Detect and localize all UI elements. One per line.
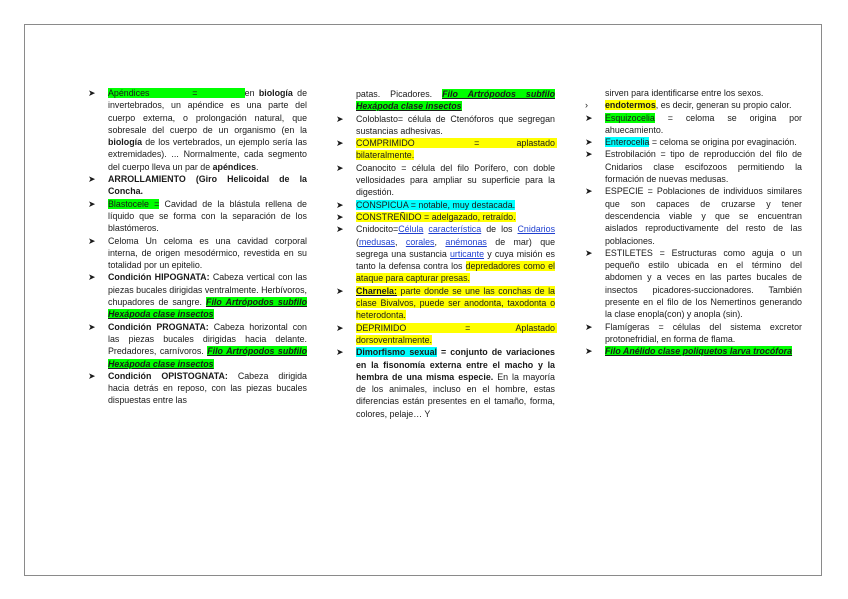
entry-constrenido: ➤ CONSTREÑIDO = adelgazado, retraído.: [336, 211, 516, 222]
column-2: [336, 88, 558, 420]
term-blastocele: Blastocele =: [108, 198, 160, 209]
arrow-bullet-icon: ➤: [336, 347, 344, 358]
arrow-bullet-icon: ➤: [88, 198, 96, 209]
document-page: [24, 24, 822, 576]
arrow-bullet-icon: ➤: [585, 112, 593, 123]
entry-enterocelia: ➤ Enterocelia = celoma se origina por evaginación.: [585, 137, 797, 148]
entry-charnela: ➤ Charnela: parte donde se une las conchas de la clase Bivalvos, puede ser anodonta, taxodonta o heterodonta.: [336, 285, 555, 321]
entry-conspicua: ➤ CONSPICUA = notable, muy destacada.: [336, 199, 516, 210]
tag-insectos: Filo Artrópodos subfilo Hexápoda clase insectos: [356, 89, 555, 112]
entry-coanocito: ➤ Coanocito = célula del filo Porífero, con doble vellosidades para ampliar su superficie para la digestión.: [336, 162, 555, 198]
link-anemonas[interactable]: anémonas: [445, 236, 487, 247]
arrow-bullet-icon: ➤: [336, 113, 344, 124]
entry-especie: ➤ ESPECIE = Poblaciones de individuos similares que son capaces de cruzarse y tener descendencia viable y que se encuentran aislados reproductivamente del resto de las poblaciones.: [585, 186, 802, 246]
arrow-bullet-icon: ➤: [88, 174, 96, 185]
entry-opistognata: ➤ Condición OPISTOGNATA: Cabeza dirigida hacia detrás en reposo, con las piezas bucales dispuestas entre las: [88, 370, 307, 406]
entry-comprimido: ➤ COMPRIMIDO = aplastado bilateralmente.: [336, 138, 558, 161]
link-celula[interactable]: Célula: [398, 224, 424, 235]
tag-insectos: Filo Artrópodos subfilo Hexápoda clase insectos: [108, 297, 307, 320]
link-caracteristica[interactable]: característica: [428, 224, 482, 235]
arrow-bullet-icon: ➤: [336, 138, 344, 149]
column-1: [88, 87, 307, 407]
term-arrollamiento: ARROLLAMIENTO (Giro Helicoidal de la Concha.: [108, 174, 307, 197]
entry-deprimido: ➤ DEPRIMIDO = Aplastado dorsoventralmente.: [336, 322, 558, 345]
arrow-bullet-icon: ➤: [336, 162, 344, 173]
arrow-bullet-icon: ➤: [585, 137, 593, 148]
entry-prognata: ➤ Condición PROGNATA: Cabeza horizontal con las piezas bucales dirigidas hacia delante. Predadores, carnívoros. Filo Artrópodos subfilo Hexápoda clase insectos: [88, 321, 307, 369]
entry-endotermos: › endotermos, es decir, generan su propio calor.: [585, 100, 792, 111]
entry-coloblasto: ➤ Coloblasto= célula de Ctenóforos que segregan sustancias adhesivas.: [336, 113, 555, 136]
arrow-bullet-icon: ➤: [88, 370, 96, 381]
tag-anelido: Filo Anélido clase poliquetos larva trocófora: [605, 346, 793, 357]
entry-arrollamiento: [88, 173, 307, 198]
entry-estrobilacion: ➤ Estrobilación = tipo de reproducción del filo de Cnidarios clase escifozoos permitiendo la formación de nuevas medusas.: [585, 149, 802, 185]
entry-celoma: ➤ Celoma Un celoma es una cavidad corporal interna, de origen mesodérmico, revestida en su totalidad por un epitelio.: [88, 235, 307, 271]
entry-estiletes: ➤ ESTILETES = Estructuras como aguja o un pequeño estilo ubicada en el término del abdomen y a veces en las partes bucales de insectos picadores-succionadores. También presente en el filo de los Nemertinos generando la clase enopla(con) y anopla (sin).: [585, 247, 802, 320]
link-urticante[interactable]: urticante: [449, 248, 485, 259]
arrow-bullet-icon: ➤: [336, 224, 344, 235]
arrow-bullet-icon: ➤: [585, 186, 593, 197]
entry-cnidocito: ➤ Cnidocito=Célula característica de los Cnidarios (medusas, corales, anémonas de mar) que segrega una sustancia urticante y cuya misión es tanto la defensa contra los depredadores como el ataque para capturar presas.: [336, 224, 556, 284]
entry-continuation: patas. Picadores. Filo Artrópodos subfilo Hexápoda clase insectos: [356, 89, 555, 112]
link-corales[interactable]: corales: [405, 236, 435, 247]
arrow-bullet-icon: ➤: [336, 322, 344, 333]
arrow-bullet-icon: ➤: [336, 211, 344, 222]
entry-esquizocelia: ➤ Esquizocelia = celoma se origina por ahuecamiento.: [585, 112, 802, 135]
arrow-bullet-icon: ➤: [336, 285, 344, 296]
entry-apendices: ➤ Apéndices = en biología de invertebrados, un apéndice es una parte del cuerpo externa, o prolongación natural, que sobresale del cuerpo de un organismo (en la biología de los vertebrados, un ejemplo sería las extremidades). ... Normalmente, cada segmento del cuerpo lleva un par de apéndices.: [88, 88, 308, 172]
arrow-bullet-icon: ➤: [88, 321, 96, 332]
tag-insectos: Filo Artrópodos subfilo Hexápoda clase insectos: [108, 346, 307, 369]
entry-blastocele: ➤ Blastocele = Cavidad de la blástula rellena de líquido que se forma con la separación de los blastómeros.: [88, 198, 307, 234]
entry-continuation: sirven para identificarse entre los sexos.: [605, 88, 764, 98]
arrow-bullet-icon: ➤: [336, 199, 344, 210]
small-bullet-icon: ›: [585, 100, 588, 111]
entry-hipognata: ➤ Condición HIPOGNATA: Cabeza vertical con las piezas bucales dirigidas ventralmente. Herbívoros, chupadores de sangre. Filo Artrópodos subfilo Hexápoda clase insectos: [88, 272, 307, 320]
term-apendices: Apéndices =: [108, 88, 245, 98]
arrow-bullet-icon: ➤: [88, 272, 96, 283]
entry-anelido: [585, 345, 802, 357]
arrow-bullet-icon: ➤: [585, 247, 593, 258]
arrow-bullet-icon: ➤: [88, 88, 96, 98]
term-dimorfismo: Dimorfismo sexual: [356, 347, 437, 358]
column-3: [585, 87, 802, 358]
entry-flamigeras: ➤ Flamígeras = células del sistema excretor protonefridial, en forma de flama.: [585, 321, 802, 344]
arrow-bullet-icon: ➤: [88, 235, 96, 246]
link-cnidarios[interactable]: Cnidarios: [517, 224, 556, 235]
arrow-bullet-icon: ➤: [585, 346, 593, 357]
link-medusas[interactable]: medusas: [358, 236, 395, 247]
arrow-bullet-icon: ➤: [585, 321, 593, 332]
entry-dimorfismo: ➤ Dimorfismo sexual = conjunto de variaciones en la fisonomía externa entre el macho y la hembra de una misma especie. En la mayoría de los animales, incluso en el hombre, estas diferencias están presentes en el tamaño, forma, colores, pelaje… Y: [336, 347, 555, 419]
arrow-bullet-icon: ➤: [585, 149, 593, 160]
